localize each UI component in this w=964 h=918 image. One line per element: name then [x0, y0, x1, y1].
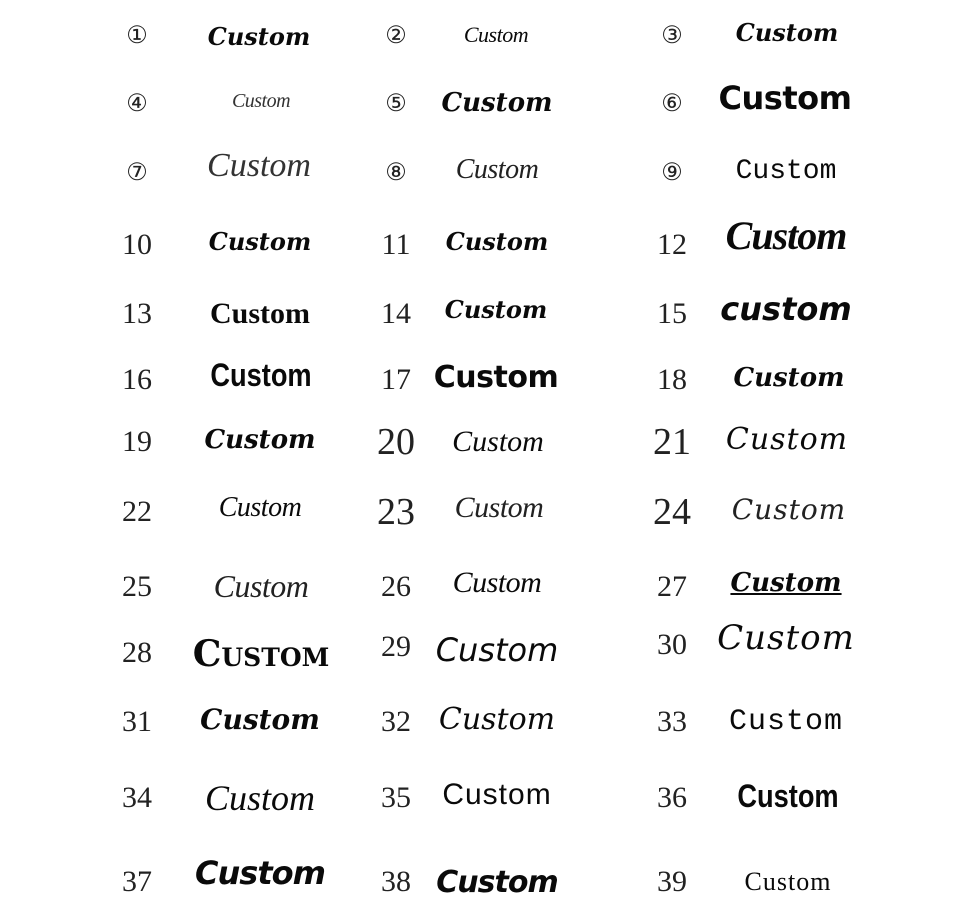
option-number-28: 28 — [122, 636, 152, 669]
font-sample-35[interactable]: Custom — [442, 778, 552, 811]
option-number-37: 37 — [122, 865, 152, 898]
font-sample-28[interactable]: Custom — [192, 633, 330, 675]
font-sample-37[interactable]: Custom — [195, 854, 325, 892]
font-sample-8[interactable]: Custom — [455, 154, 539, 185]
option-number-6: ⑥ — [661, 89, 683, 117]
option-number-8: ⑧ — [385, 158, 407, 186]
font-sample-22[interactable]: Custom — [218, 492, 302, 523]
option-number-12: 12 — [657, 228, 687, 261]
font-sample-26[interactable]: Custom — [452, 566, 542, 599]
font-sample-25[interactable]: Custom — [213, 568, 309, 604]
option-number-14: 14 — [381, 297, 411, 330]
font-sample-7[interactable]: Custom — [207, 147, 311, 184]
option-number-38: 38 — [381, 865, 411, 898]
option-number-31: 31 — [122, 705, 152, 738]
font-sample-32[interactable]: Custom — [438, 702, 556, 737]
font-sample-1[interactable]: Custom — [207, 22, 311, 51]
option-number-27: 27 — [657, 570, 687, 603]
font-sample-6[interactable]: Custom — [718, 79, 852, 117]
option-number-5: ⑤ — [385, 89, 407, 117]
font-sample-33[interactable]: Custom — [728, 705, 844, 739]
option-number-22: 22 — [122, 495, 152, 528]
option-number-35: 35 — [381, 781, 411, 814]
font-sample-30[interactable]: Custom — [717, 618, 855, 658]
font-sample-17[interactable]: Custom — [433, 360, 559, 395]
option-number-4: ④ — [126, 89, 148, 117]
option-number-21: 21 — [653, 421, 691, 463]
option-number-34: 34 — [122, 781, 152, 814]
font-sample-11[interactable]: Custom — [445, 227, 549, 256]
font-sample-39[interactable]: Custom — [744, 867, 832, 896]
option-number-25: 25 — [122, 570, 152, 603]
option-number-10: 10 — [122, 228, 152, 261]
font-sample-31[interactable]: Custom — [200, 703, 320, 736]
font-sample-9[interactable]: Custom — [735, 156, 837, 187]
option-number-2: ② — [385, 21, 407, 49]
option-number-20: 20 — [377, 421, 415, 463]
option-number-39: 39 — [657, 865, 687, 898]
font-sample-38[interactable]: Custom — [436, 865, 558, 900]
font-sample-4[interactable]: Custom — [231, 90, 291, 112]
option-number-30: 30 — [657, 628, 687, 661]
option-number-1: ① — [126, 21, 148, 49]
option-number-29: 29 — [381, 630, 411, 663]
option-number-17: 17 — [381, 363, 411, 396]
font-sample-12[interactable]: Custom — [725, 213, 847, 258]
option-number-19: 19 — [122, 425, 152, 458]
font-sample-13[interactable]: Custom — [209, 297, 311, 330]
option-number-3: ③ — [661, 21, 683, 49]
option-number-11: 11 — [381, 228, 411, 261]
font-sample-16[interactable]: Custom — [210, 357, 312, 393]
font-sample-2[interactable]: Custom — [463, 22, 529, 47]
option-number-7: ⑦ — [126, 158, 148, 186]
font-sample-5[interactable]: Custom — [441, 88, 553, 118]
font-sample-36[interactable]: Custom — [737, 778, 839, 814]
font-sample-21[interactable]: Custom — [725, 422, 849, 457]
font-sample-20[interactable]: Custom — [452, 425, 544, 458]
option-number-9: ⑨ — [661, 158, 683, 186]
font-sample-18[interactable]: Custom — [733, 363, 845, 393]
font-sample-3[interactable]: Custom — [735, 18, 839, 47]
font-sample-27[interactable]: Custom — [730, 568, 842, 598]
option-number-13: 13 — [122, 297, 152, 330]
option-number-26: 26 — [381, 570, 411, 603]
option-number-33: 33 — [657, 705, 687, 738]
option-number-15: 15 — [657, 297, 687, 330]
option-number-16: 16 — [122, 363, 152, 396]
font-sample-10[interactable]: Custom — [208, 227, 312, 256]
option-number-32: 32 — [381, 705, 411, 738]
font-sample-15[interactable]: custom — [720, 290, 852, 328]
option-number-18: 18 — [657, 363, 687, 396]
font-sample-23[interactable]: Custom — [454, 491, 544, 524]
font-sample-34[interactable]: Custom — [204, 778, 316, 818]
font-sample-14[interactable]: Custom — [444, 295, 548, 324]
option-number-24: 24 — [653, 491, 691, 533]
font-sample-29[interactable]: Custom — [435, 631, 559, 669]
font-sample-24[interactable]: Custom — [731, 493, 847, 526]
option-number-23: 23 — [377, 491, 415, 533]
option-number-36: 36 — [657, 781, 687, 814]
font-sample-19[interactable]: Custom — [204, 425, 316, 455]
